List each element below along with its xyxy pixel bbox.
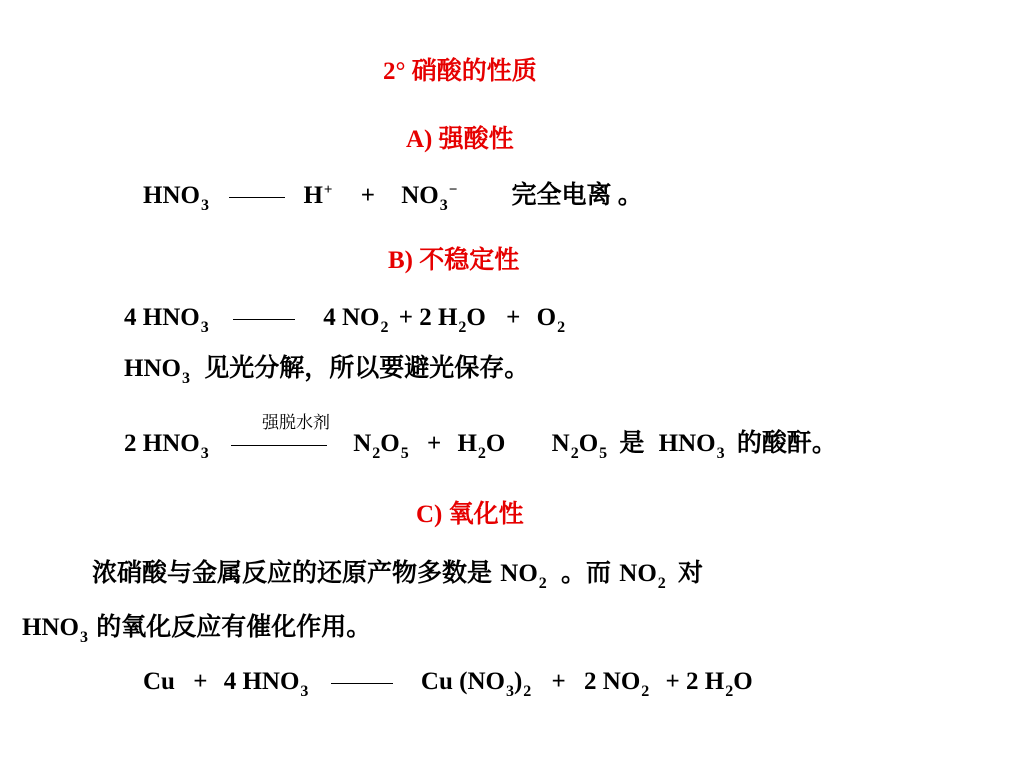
subscript: 3 (200, 319, 209, 336)
note-n2o5: N (551, 430, 570, 457)
subscript: 3 (200, 197, 209, 214)
page-title: 2° 硝酸的性质 (383, 58, 537, 85)
note-hno3: HNO (658, 430, 716, 457)
subscript: 2 (657, 575, 666, 592)
paragraph-text: 浓硝酸与金属反应的还原产物多数是 (92, 560, 493, 587)
formula-hno3: HNO (124, 355, 181, 382)
subscript: 3 (300, 683, 309, 700)
product-h2o-o: O (485, 430, 506, 457)
paragraph-text: 的氧化反应有催化作用。 (96, 614, 372, 641)
section-a-heading: A) 强酸性 (406, 126, 514, 153)
superscript-minus: − (448, 182, 458, 198)
product-h2o: H (457, 430, 477, 457)
equation-copper (143, 666, 753, 701)
subscript: 2 (458, 319, 467, 336)
subscript: 2 (477, 445, 486, 462)
product-n2o5-o: O (380, 430, 400, 457)
section-b-heading: B) 不稳定性 (388, 247, 520, 274)
product-no3: NO (401, 182, 439, 209)
product-h2o: + 2 H (398, 304, 458, 331)
product-h2o-o: O (466, 304, 486, 331)
equation-dehydration (124, 428, 837, 463)
subscript: 3 (505, 683, 514, 700)
section-c-heading: C) 氧化性 (416, 501, 524, 528)
reactant-hno3: HNO (143, 182, 200, 209)
reactant-hno3: 4 HNO (223, 668, 300, 695)
subscript: 5 (599, 445, 608, 462)
subscript: 3 (79, 629, 88, 646)
equation-decomposition (124, 302, 565, 337)
subscript: 2 (523, 683, 532, 700)
subscript: 2 (380, 319, 389, 336)
reaction-arrow (233, 319, 295, 320)
product-no2: 2 NO (584, 668, 641, 695)
subscript: 2 (372, 445, 381, 462)
note-anhydride: 的酸酐。 (736, 430, 837, 457)
subscript: 2 (538, 575, 547, 592)
subscript: 3 (200, 445, 209, 462)
reaction-arrow (231, 445, 327, 446)
formula-no2: NO (619, 560, 657, 587)
reactant-hno3: 4 HNO (124, 304, 200, 331)
subscript: 2 (725, 683, 734, 700)
plus-sign: + (360, 182, 375, 209)
note-is: 是 (619, 430, 645, 457)
product-cu-no3-2: Cu (NO (420, 668, 505, 695)
subscript: 5 (400, 445, 409, 462)
subscript: 3 (716, 445, 725, 462)
ionization-note: 完全电离 。 (511, 182, 643, 209)
product-h2o: + 2 H (665, 668, 725, 695)
reaction-arrow (331, 683, 393, 684)
product-o2: O (536, 304, 557, 331)
subscript: 3 (181, 370, 190, 387)
paragraph-text: 。而 (561, 560, 612, 587)
plus-sign: + (506, 304, 521, 331)
oxidation-paragraph-line1 (92, 558, 703, 593)
reactant-cu: Cu (143, 668, 175, 695)
product-no2: 4 NO (323, 304, 380, 331)
superscript-plus: + (323, 182, 333, 198)
reactant-hno3: 2 HNO (124, 430, 200, 457)
subscript: 2 (557, 319, 566, 336)
product-n2o5: N (353, 430, 372, 457)
plus-sign: + (426, 430, 442, 457)
paragraph-text: 对 (678, 560, 704, 587)
storage-note: 见光分解，所以要避光保存。 (204, 355, 530, 382)
plus-sign: + (193, 668, 208, 695)
formula-hno3: HNO (22, 614, 79, 641)
reaction-condition: 强脱水剂 (262, 413, 330, 433)
subscript: 3 (439, 197, 448, 214)
formula-no2: NO (500, 560, 538, 587)
product-h: H (303, 182, 323, 209)
oxidation-paragraph-line2 (22, 612, 371, 647)
note-n2o5-o: O (578, 430, 599, 457)
reaction-arrow (229, 197, 285, 198)
plus-sign: + (551, 668, 566, 695)
light-storage-line (124, 353, 529, 388)
product-h2o-o: O (733, 668, 753, 695)
subscript: 2 (641, 683, 650, 700)
equation-ionization (143, 180, 643, 215)
subscript: 2 (570, 445, 579, 462)
product-paren: ) (513, 668, 523, 695)
